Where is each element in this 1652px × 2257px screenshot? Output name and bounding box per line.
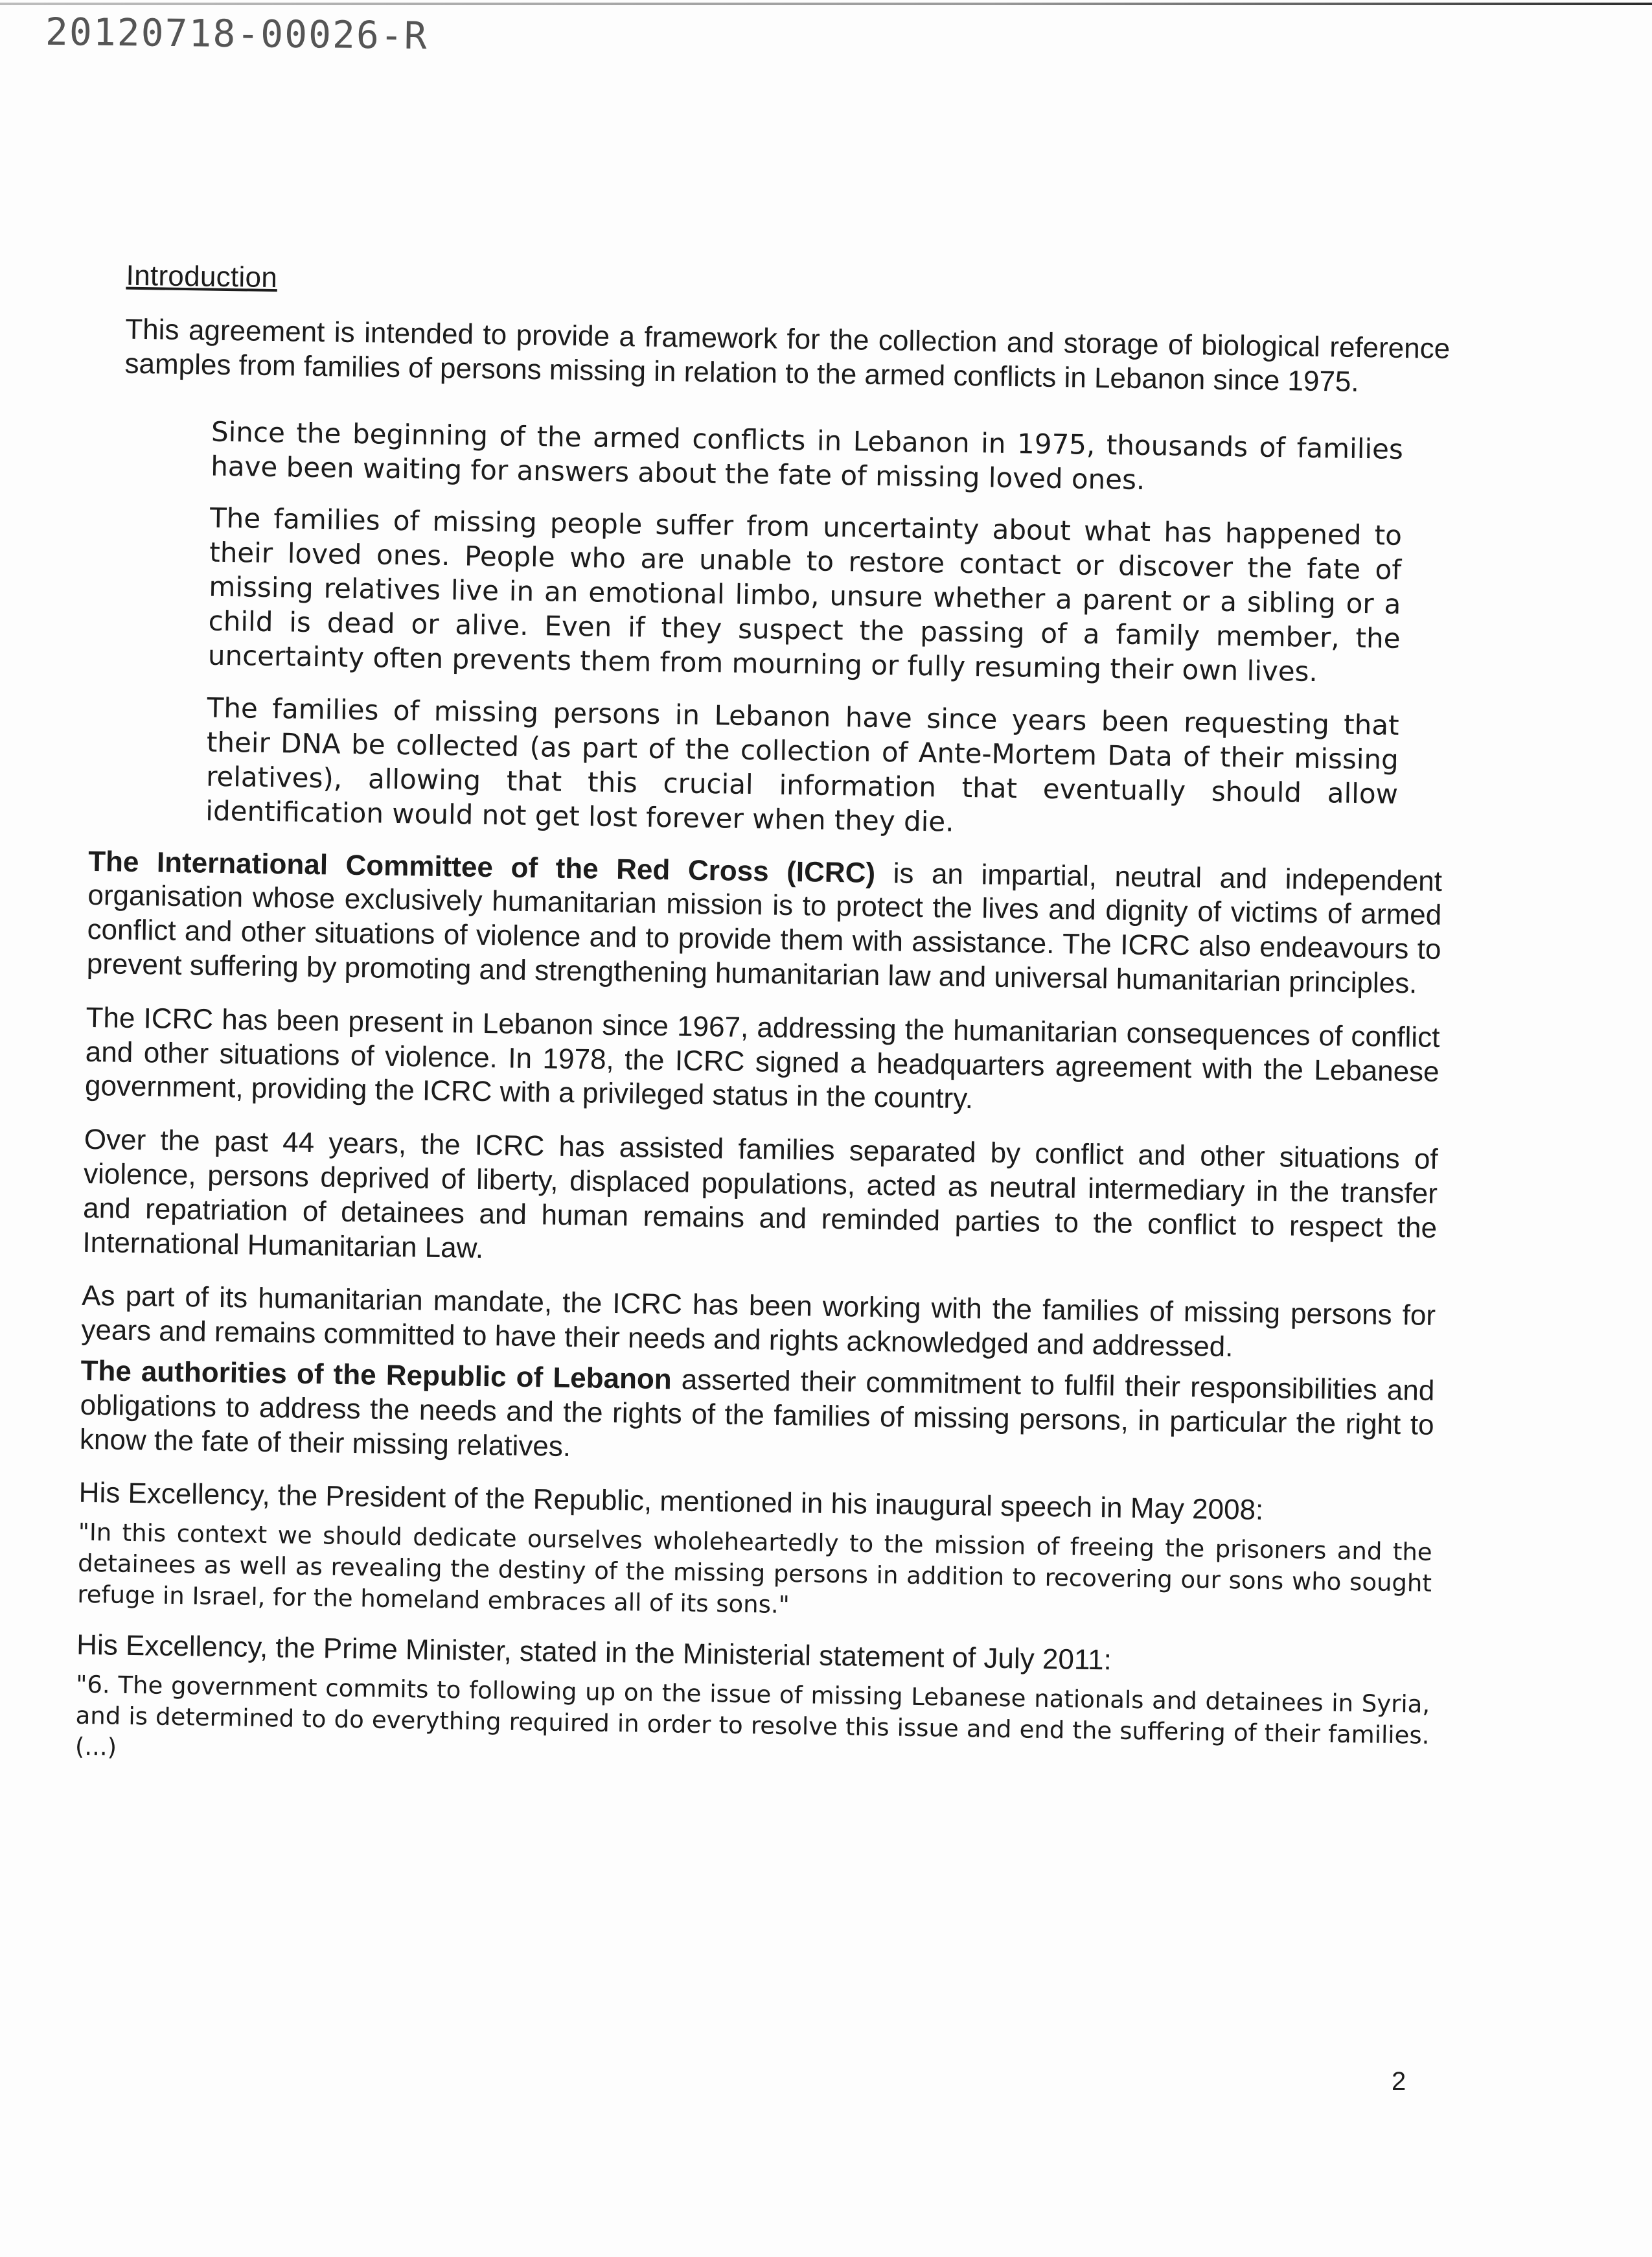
indented-paragraphs [205,415,1403,846]
indented-paragraph: The families of missing people suffer from uncertainty about what has happened to their loved ones. People who are unable to restore contact or discover the fate of missing relatives live in an emotional limbo, unsure whether a parent or a sibling or a child is dead or alive. Even if they suspect the passing of a family member, the uncertainty often prevents them from mourning or fully resuming their own lives. [207,502,1403,688]
body-paragraph: The ICRC has been present in Lebanon since 1967, addressing the humanitarian consequences of conflict and other situations of violence. In 1978, the ICRC signed a headquarters agreement with the Lebanese government, providing the ICRC with a privileged status in the country. [84,1001,1440,1115]
scan-top-edge-line [0,3,1652,5]
indented-paragraph: Since the beginning of the armed conflicts in Lebanon in 1975, thousands of families have been waiting for answers about the fate of missing loved ones. [210,415,1404,496]
icrc-bold-name: The International Committee of the Red Cross (ICRC) [87,845,876,889]
section-heading: Introduction [126,259,278,294]
indented-paragraph: The families of missing persons in Lebanon have since years been requesting that their DNA be collected (as part of the collection of Ante-Mortem Data of their missing relatives), allowing that this crucial information that eventually should allow identification would not get lost forever when they die. [205,691,1399,838]
handwritten-reference-number: 20120718-00026-R [45,9,429,58]
body-paragraph: As part of its humanitarian mandate, the ICRC has been working with the families of missing persons for years and remains committed to have their needs and rights acknowledged and addressed. [81,1280,1436,1363]
intro-paragraph: This agreement is intended to provide a framework for the collection and storage of biological reference samples from families of persons missing in relation to the armed conflicts in Lebanon since 1975. [124,313,1451,398]
page-number: 2 [1392,2067,1406,2096]
authorities-bold-name: The authorities of the Republic of Lebanon [80,1354,672,1396]
icrc-description: is an impartial, neutral and independent organisation whose exclusively humanitarian mission is to protect the lives and dignity of victims of armed conflict and other situations of violence and to provide them with assistance. The ICRC also endeavours to prevent suffering by promoting and strengthening humanitarian law and universal humanitarian principles. [86,857,1443,1000]
prime-minister-quote: "6. The government commits to following up on the issue of missing Lebanese nationals and detainees in Syria, and is determined to do everything required in order to resolve this issue and end the suffering of their families. (...) [75,1670,1430,1762]
document-body [75,259,1451,1801]
authorities-description: asserted their commitment to fulfil their responsibilities and obligations to address the needs and the rights of the families of missing persons, in particular the right to know the fate of their missing relatives. [79,1363,1435,1463]
prime-minister-intro: His Excellency, the Prime Minister, stated in the Ministerial statement of July 2011: [76,1629,1112,1676]
authorities-paragraph [80,1354,1435,1477]
body-paragraph: Over the past 44 years, the ICRC has assisted families separated by conflict and other situations of violence, persons deprived of liberty, displaced populations, acted as neutral intermediary in the transfer and repatriation of detainees and human remains and reminded parties to the conflict to respect the International Humanitarian Law. [82,1123,1438,1264]
president-quote: "In this context we should dedicate ourselves wholeheartedly to the mission of freeing the prisoners and the detainees as well as revealing the destiny of the missing persons in addition to recovering our sons who sought refuge in Israel, for the homeland embraces all of its sons." [77,1518,1432,1619]
icrc-paragraph [86,844,1442,1001]
president-intro: His Excellency, the President of the Republic, mentioned in his inaugural speech in May 2008: [78,1477,1264,1527]
main-paragraphs [75,844,1443,1783]
